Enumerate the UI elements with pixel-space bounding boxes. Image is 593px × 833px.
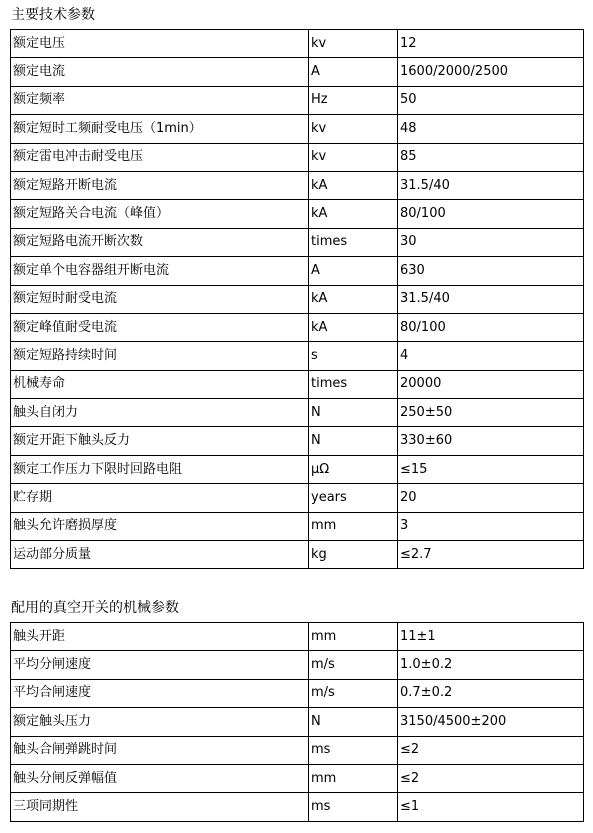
param-name-cell: 额定短路电流开断次数 xyxy=(11,228,309,256)
param-unit-cell: years xyxy=(309,484,398,512)
table-row xyxy=(11,708,584,736)
param-unit-cell: ms xyxy=(309,736,398,764)
param-value-cell: 50 xyxy=(398,86,584,114)
param-unit-cell: mm xyxy=(309,512,398,540)
param-name-cell: 额定峰值耐受电流 xyxy=(11,313,309,341)
section-title-main-params: 主要技术参数 xyxy=(11,7,95,23)
param-name-cell: 触头开距 xyxy=(11,623,309,651)
param-value-cell: 11±1 xyxy=(398,623,584,651)
table-row xyxy=(11,86,584,114)
param-unit-cell: m/s xyxy=(309,651,398,679)
param-value-cell: 30 xyxy=(398,228,584,256)
table-row xyxy=(11,455,584,483)
table-row xyxy=(11,171,584,199)
table-row xyxy=(11,30,584,58)
param-unit-cell: Hz xyxy=(309,86,398,114)
param-value-cell: ≤2 xyxy=(398,736,584,764)
table-row xyxy=(11,512,584,540)
main-params-table xyxy=(10,29,584,569)
param-unit-cell: kA xyxy=(309,285,398,313)
param-name-cell: 运动部分质量 xyxy=(11,541,309,569)
param-unit-cell: N xyxy=(309,399,398,427)
param-unit-cell: kA xyxy=(309,200,398,228)
param-value-cell: 31.5/40 xyxy=(398,171,584,199)
param-name-cell: 触头合闸弹跳时间 xyxy=(11,736,309,764)
table-row xyxy=(11,541,584,569)
table-row xyxy=(11,764,584,792)
param-name-cell: 额定电压 xyxy=(11,30,309,58)
table-row xyxy=(11,228,584,256)
param-unit-cell: times xyxy=(309,370,398,398)
param-value-cell: 1.0±0.2 xyxy=(398,651,584,679)
table-row xyxy=(11,58,584,86)
table-row xyxy=(11,313,584,341)
param-unit-cell: kg xyxy=(309,541,398,569)
param-value-cell: ≤1 xyxy=(398,793,584,821)
table-row xyxy=(11,399,584,427)
param-value-cell: 3150/4500±200 xyxy=(398,708,584,736)
param-unit-cell: N xyxy=(309,708,398,736)
param-name-cell: 额定短时工频耐受电压（1min） xyxy=(11,115,309,143)
param-name-cell: 额定雷电冲击耐受电压 xyxy=(11,143,309,171)
param-name-cell: 额定短路持续时间 xyxy=(11,342,309,370)
mechanical-params-table xyxy=(10,622,584,822)
param-name-cell: 额定电流 xyxy=(11,58,309,86)
param-name-cell: 触头自闭力 xyxy=(11,399,309,427)
param-unit-cell: mm xyxy=(309,623,398,651)
param-value-cell: 12 xyxy=(398,30,584,58)
param-value-cell: 85 xyxy=(398,143,584,171)
table-row xyxy=(11,679,584,707)
param-value-cell: 330±60 xyxy=(398,427,584,455)
param-unit-cell: kv xyxy=(309,143,398,171)
param-unit-cell: kv xyxy=(309,30,398,58)
param-unit-cell: N xyxy=(309,427,398,455)
param-unit-cell: s xyxy=(309,342,398,370)
param-name-cell: 额定工作压力下限时回路电阻 xyxy=(11,455,309,483)
table-row xyxy=(11,736,584,764)
param-unit-cell: mm xyxy=(309,764,398,792)
param-unit-cell: kv xyxy=(309,115,398,143)
param-value-cell: 250±50 xyxy=(398,399,584,427)
param-name-cell: 三项同期性 xyxy=(11,793,309,821)
param-value-cell: 630 xyxy=(398,257,584,285)
param-value-cell: 80/100 xyxy=(398,313,584,341)
param-value-cell: 1600/2000/2500 xyxy=(398,58,584,86)
param-value-cell: 80/100 xyxy=(398,200,584,228)
section-title-mechanical-params: 配用的真空开关的机械参数 xyxy=(11,600,179,616)
param-unit-cell: times xyxy=(309,228,398,256)
table-row xyxy=(11,427,584,455)
param-unit-cell: μΩ xyxy=(309,455,398,483)
param-unit-cell: kA xyxy=(309,313,398,341)
param-value-cell: 3 xyxy=(398,512,584,540)
param-unit-cell: A xyxy=(309,257,398,285)
param-unit-cell: m/s xyxy=(309,679,398,707)
table-row xyxy=(11,285,584,313)
param-value-cell: 20 xyxy=(398,484,584,512)
param-name-cell: 触头允许磨损厚度 xyxy=(11,512,309,540)
table-row xyxy=(11,200,584,228)
param-value-cell: 4 xyxy=(398,342,584,370)
main-params-body xyxy=(11,30,584,569)
param-name-cell: 触头分闸反弹幅值 xyxy=(11,764,309,792)
table-row xyxy=(11,257,584,285)
table-row xyxy=(11,484,584,512)
param-value-cell: ≤2.7 xyxy=(398,541,584,569)
table-row xyxy=(11,623,584,651)
param-name-cell: 机械寿命 xyxy=(11,370,309,398)
param-unit-cell: kA xyxy=(309,171,398,199)
param-value-cell: ≤15 xyxy=(398,455,584,483)
param-name-cell: 贮存期 xyxy=(11,484,309,512)
param-value-cell: 20000 xyxy=(398,370,584,398)
param-name-cell: 平均分闸速度 xyxy=(11,651,309,679)
param-value-cell: 0.7±0.2 xyxy=(398,679,584,707)
param-name-cell: 额定单个电容器组开断电流 xyxy=(11,257,309,285)
table-row xyxy=(11,370,584,398)
table-row xyxy=(11,793,584,821)
table-row xyxy=(11,115,584,143)
param-unit-cell: ms xyxy=(309,793,398,821)
mechanical-params-body xyxy=(11,623,584,822)
table-row xyxy=(11,651,584,679)
table-row xyxy=(11,143,584,171)
param-name-cell: 额定开距下触头反力 xyxy=(11,427,309,455)
table-row xyxy=(11,342,584,370)
param-value-cell: 31.5/40 xyxy=(398,285,584,313)
param-name-cell: 平均合闸速度 xyxy=(11,679,309,707)
param-name-cell: 额定短时耐受电流 xyxy=(11,285,309,313)
param-value-cell: 48 xyxy=(398,115,584,143)
param-name-cell: 额定短路开断电流 xyxy=(11,171,309,199)
param-name-cell: 额定触头压力 xyxy=(11,708,309,736)
param-name-cell: 额定短路关合电流（峰值） xyxy=(11,200,309,228)
param-unit-cell: A xyxy=(309,58,398,86)
param-name-cell: 额定频率 xyxy=(11,86,309,114)
param-value-cell: ≤2 xyxy=(398,764,584,792)
